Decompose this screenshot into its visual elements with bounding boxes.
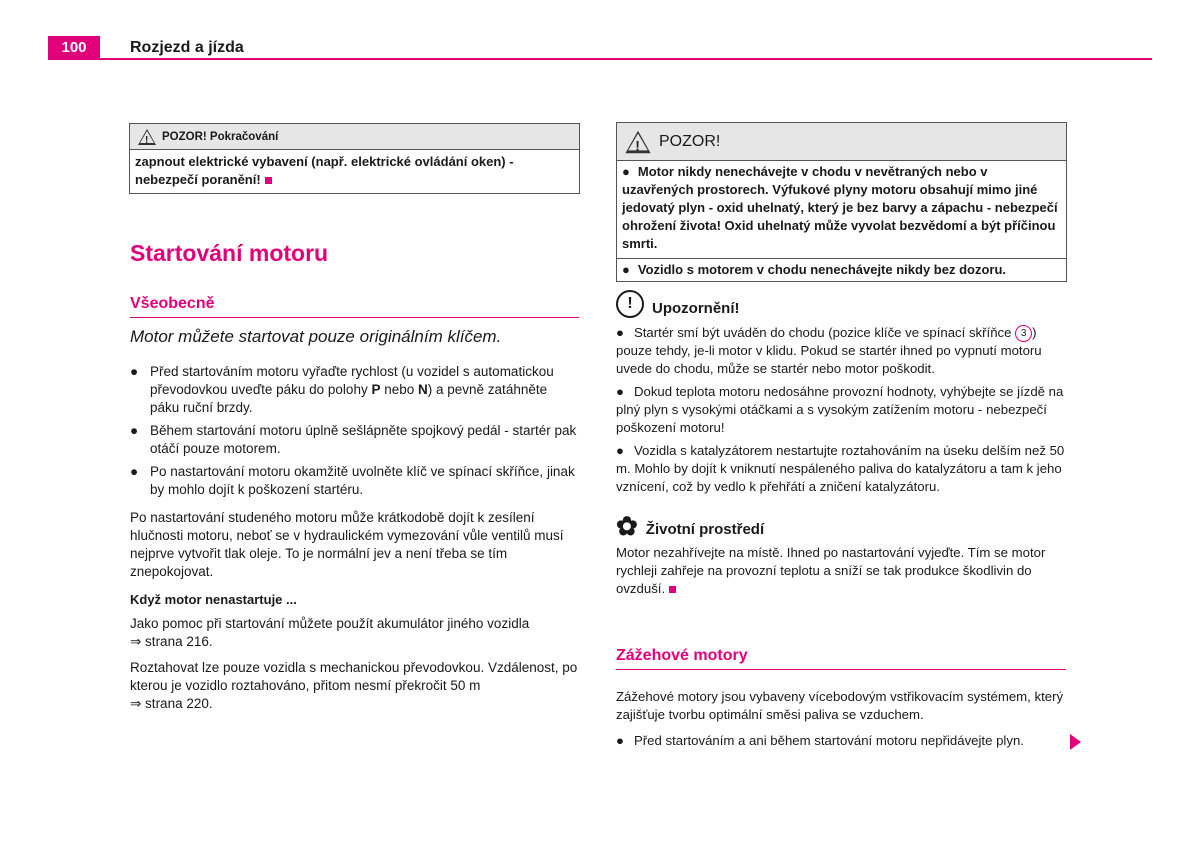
header-rule bbox=[48, 58, 1152, 60]
bullet-icon: ● bbox=[622, 262, 630, 277]
list-item: ● Vozidla s katalyzátorem nestartujte roztahováním na úseku delším než 50 m. Mohlo by dojít k vniknutí nespáleného paliva do katalyzátoru a tam k jeho vznícení, což by vedlo k přehřátí a zničení katalyzátoru. bbox=[616, 443, 1065, 494]
heading-general: Všeobecně bbox=[130, 295, 579, 318]
warning-continued-text: zapnout elektrické vybavení (např. elektrické ovládání oken) - nebezpečí poranění! bbox=[135, 154, 514, 187]
warning-continued-title: POZOR! Pokračování bbox=[162, 130, 279, 143]
page-reference: ⇒ strana 220. bbox=[130, 696, 213, 711]
list-item: ● Dokud teplota motoru nedosáhne provozní hodnoty, vyhýbejte se jízdě na plný plyn s vysokými otáčkami a s vysokým zatížením motoru - nebezpečí poškození motoru! bbox=[616, 384, 1064, 435]
paragraph: Jako pomoc při startování můžete použít akumulátor jiného vozidla ⇒ strana 216. bbox=[130, 616, 530, 649]
list-item: ● Před startováním a ani během startování motoru nepřidávejte plyn. bbox=[616, 733, 1024, 748]
warning-header bbox=[617, 123, 1066, 161]
lead-text: Motor můžete startovat pouze originálním klíčem. bbox=[130, 327, 502, 346]
bullet-icon: ● bbox=[616, 443, 624, 458]
continue-arrow-icon bbox=[1070, 734, 1081, 750]
heading-petrol-engines: Zážehové motory bbox=[616, 647, 1066, 670]
end-mark bbox=[669, 586, 676, 593]
paragraph: Po nastartování studeného motoru může krátkodobě dojít k zesílení hlučnosti motoru, neboť se v hydraulickém vymezování vůle ventilů musí nejprve vytvořit tlak oleje. To je normální jev a není třeba se tím znepokojovat. bbox=[130, 510, 564, 579]
list-item: ● Startér smí být uváděn do chodu (pozice klíče ve spínací skříňce 3 ) pouze tehdy, je-li motor v klidu. Pokud se startér ihned po vypnutí motoru uvede do chodu, může se startér nebo motor poškodit. bbox=[616, 325, 1042, 376]
paragraph: Zážehové motory jsou vybaveny vícebodovým vstřikovacím systémem, který zajišťuje tvorbu optimální směsi paliva se vzduchem. bbox=[616, 689, 1064, 722]
list-item: ● Motor nikdy nenechávejte v chodu v nevětraných nebo v uzavřených prostorech. Výfukové plyny motoru obsahují mimo jiné jedovatý plyn - oxid uhelnatý, který je bez barvy a zápachu - nebezpečí ohrožení života! Oxid uhelnatý může vyvolat bezvědomí a být příčinou smrti. bbox=[622, 164, 1058, 251]
page-number: 100 bbox=[48, 36, 100, 60]
bullet-icon: ● bbox=[616, 733, 624, 748]
bullet-icon: ● bbox=[616, 384, 624, 399]
section-title: Startování motoru bbox=[130, 240, 329, 266]
caution-body bbox=[616, 324, 1068, 501]
warning-box bbox=[616, 122, 1067, 282]
warning-triangle-icon: ! bbox=[138, 129, 156, 145]
bullet-icon: ● bbox=[130, 364, 139, 379]
petrol-body bbox=[616, 688, 1068, 755]
exclamation-circle-icon: ! bbox=[616, 290, 644, 318]
environment-heading: ✿ Životní prostředí bbox=[616, 511, 765, 541]
general-body bbox=[130, 363, 580, 719]
end-mark bbox=[265, 177, 272, 184]
flower-icon: ✿ bbox=[616, 511, 638, 541]
warning-triangle-icon: ! bbox=[625, 130, 650, 152]
list-item: ● Po nastartování motoru okamžitě uvolněte klíč ve spínací skříňce, jinak by mohlo dojít k poškození startéru. bbox=[130, 464, 575, 497]
warning-title: POZOR! bbox=[659, 132, 721, 150]
paragraph: Roztahovat lze pouze vozidla s mechanickou převodovkou. Vzdálenost, po kterou je vozidlo roztahováno, přitom nesmí překročit 50 m ⇒ strana 220. bbox=[130, 660, 578, 711]
bullet-icon: ● bbox=[130, 423, 139, 438]
warning-item-2: Vozidlo s motorem v chodu nenechávejte nikdy bez dozoru. bbox=[637, 262, 1007, 277]
warning-continued-header bbox=[130, 124, 579, 150]
bullet-icon: ● bbox=[130, 464, 139, 479]
warning-continued-box bbox=[129, 123, 580, 194]
key-position-3-icon: 3 bbox=[1015, 325, 1032, 342]
caution-heading: ! Upozornění! bbox=[616, 290, 740, 318]
list-item: ● Během startování motoru úplně sešlápněte spojkový pedál - startér pak otáčí pouze motorem. bbox=[130, 423, 577, 456]
list-item: ● Před startováním motoru vyřaďte rychlost (u vozidel s automatickou převodovkou uveďte páku do polohy P nebo N) a pevně zatáhněte páku ruční brzdy. bbox=[130, 364, 554, 415]
page-reference: ⇒ strana 216. bbox=[130, 634, 213, 649]
subheading: Když motor nenastartuje ... bbox=[130, 592, 297, 607]
environment-body: Motor nezahřívejte na místě. Ihned po nastartování vyjeďte. Tím se motor rychleji zahřeje na provozní teplotu a sníží se tak produkce škodlivin do ovzduší. bbox=[616, 545, 1046, 596]
bullet-icon: ● bbox=[622, 164, 630, 179]
chapter-title: Rozjezd a jízda bbox=[130, 39, 244, 56]
bullet-icon: ● bbox=[616, 325, 624, 340]
